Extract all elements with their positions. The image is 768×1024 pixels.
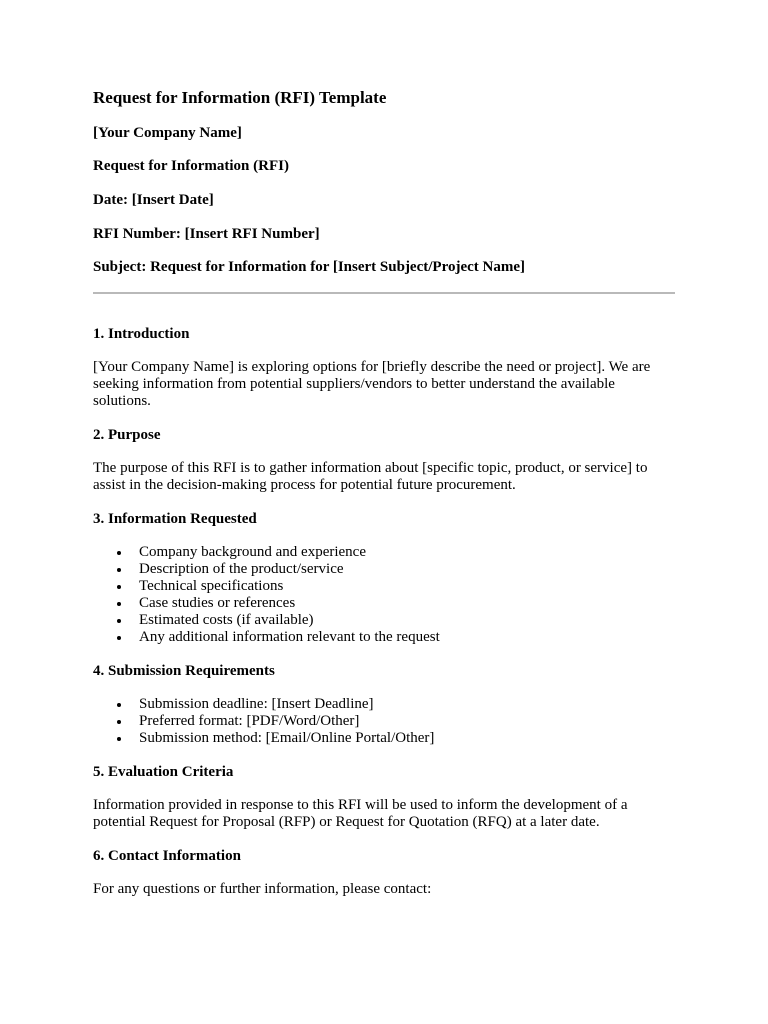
document-title: Request for Information (RFI) Template <box>93 88 387 107</box>
section-heading: 3. Information Requested <box>93 511 257 527</box>
section-purpose <box>93 426 675 494</box>
date-line: Date: [Insert Date] <box>93 192 214 208</box>
list-item: Description of the product/service <box>139 561 675 578</box>
section-heading: 2. Purpose <box>93 427 161 443</box>
section-paragraph: The purpose of this RFI is to gather information about [specific topic, product, or service] to assist in the decision-making process for potential future procurement. <box>93 460 648 493</box>
document-body <box>93 325 675 914</box>
section-heading: 6. Contact Information <box>93 848 241 864</box>
section-contact-information <box>93 847 675 898</box>
company-name: [Your Company Name] <box>93 125 242 141</box>
section-paragraph: Information provided in response to this RFI will be used to inform the development of a potential Request for Proposal (RFP) or Request for Quotation (RFQ) at a later date. <box>93 797 628 830</box>
list-item: Preferred format: [PDF/Word/Other] <box>139 713 675 730</box>
list-item: Estimated costs (if available) <box>139 612 675 629</box>
list-item: Company background and experience <box>139 544 675 561</box>
section-paragraph: [Your Company Name] is exploring options for [briefly describe the need or project]. We are seeking information from potential suppliers/vendors to better understand the available solutions. <box>93 359 651 409</box>
section-submission-requirements <box>93 662 675 747</box>
section-heading: 5. Evaluation Criteria <box>93 764 234 780</box>
section-introduction <box>93 325 675 410</box>
list-item: Submission deadline: [Insert Deadline] <box>139 696 675 713</box>
list-item: Any additional information relevant to the request <box>139 629 675 646</box>
document-type: Request for Information (RFI) <box>93 158 289 174</box>
bullet-list <box>93 544 675 646</box>
section-heading: 4. Submission Requirements <box>93 663 275 679</box>
section-information-requested <box>93 510 675 646</box>
horizontal-divider <box>93 292 675 294</box>
bullet-list <box>93 696 675 747</box>
list-item: Case studies or references <box>139 595 675 612</box>
subject-line: Subject: Request for Information for [Insert Subject/Project Name] <box>93 259 525 275</box>
section-evaluation-criteria <box>93 763 675 831</box>
section-paragraph: For any questions or further information, please contact: <box>93 881 432 897</box>
rfi-number-line: RFI Number: [Insert RFI Number] <box>93 226 320 242</box>
list-item: Technical specifications <box>139 578 675 595</box>
list-item: Submission method: [Email/Online Portal/Other] <box>139 730 675 747</box>
section-heading: 1. Introduction <box>93 326 190 342</box>
